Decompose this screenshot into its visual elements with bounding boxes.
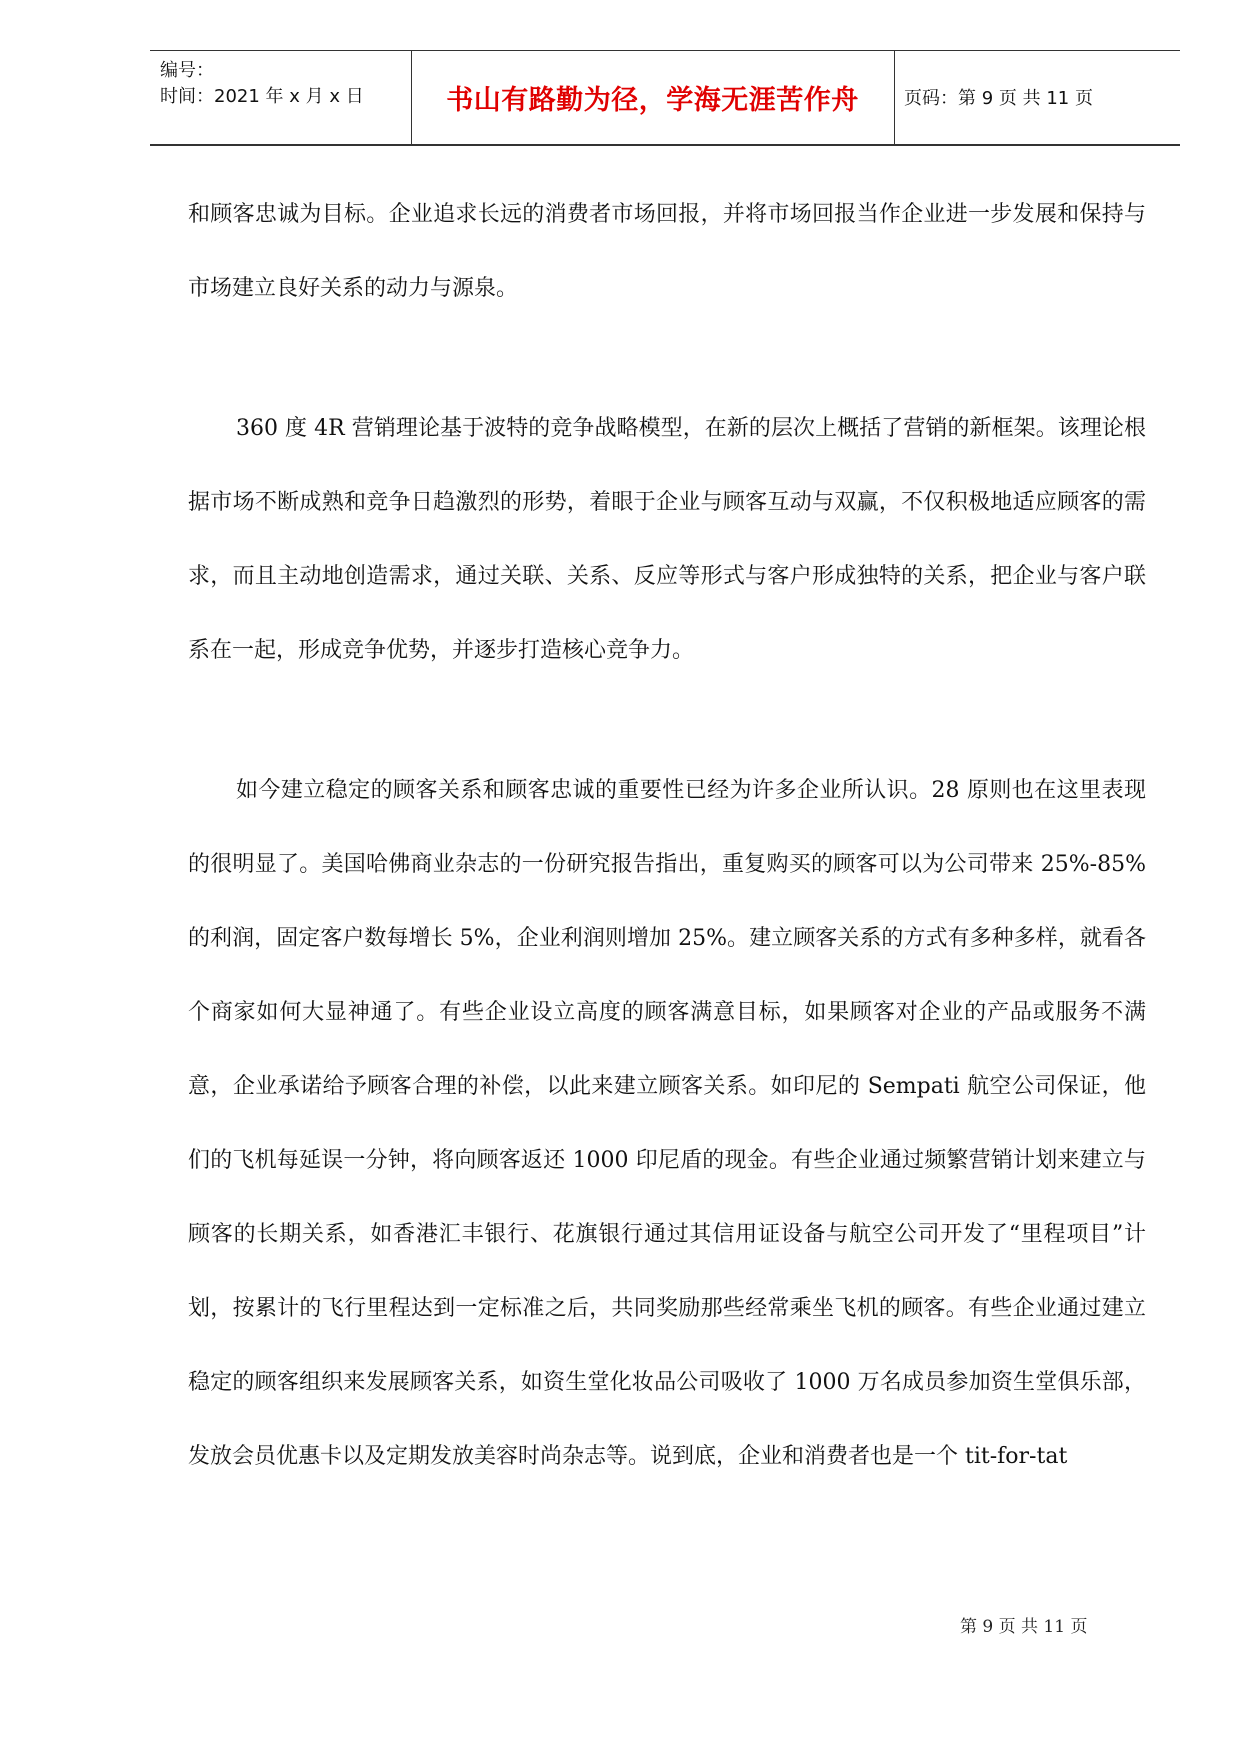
paragraph: 和顾客忠诚为目标。企业追求长远的消费者市场回报，并将市场回报当作企业进一步发展和保持与市场建立良好关系的动力与源泉。 bbox=[188, 202, 1146, 301]
header-meta bbox=[160, 58, 364, 110]
header-motto: 书山有路勤为径，学海无涯苦作舟 bbox=[446, 84, 859, 116]
paragraph: 如今建立稳定的顾客关系和顾客忠诚的重要性已经为许多企业所认识。28 原则也在这里表现的很明显了。美国哈佛商业杂志的一份研究报告指出，重复购买的顾客可以为公司带来 25%-85%的利润，固定客户数每增长 5%，企业利润则增加 25%。建立顾客关系的方式有多种多样，就看各个商家如何大显神通了。有些企业设立高度的顾客满意目标，如果顾客对企业的产品或服务不满意，企业承诺给予顾客合理的补偿，以此来建立顾客关系。如印尼的 Sempati 航空公司保证，他们的飞机每延误一分钟，将向顾客返还 1000 印尼盾的现金。有些企业通过频繁营销计划来建立与顾客的长期关系，如香港汇丰银行、花旗银行通过其信用证设备与航空公司开发了“里程项目”计划，按累计的飞行里程达到一定标准之后，共同奖励那些经常乘坐飞机的顾客。有些企业通过建立稳定的顾客组织来发展顾客关系，如资生堂化妆品公司吸收了 1000 万名成员参加资生堂俱乐部，发放会员优惠卡以及定期发放美容时尚杂志等。说到底，企业和消费者也是一个 tit-for-tat bbox=[188, 778, 1146, 1469]
page-header bbox=[150, 50, 1180, 146]
header-time-label: 时间：2021 年 x 月 x 日 bbox=[160, 86, 364, 107]
header-divider bbox=[894, 50, 895, 145]
header-number-label: 编号： bbox=[160, 60, 214, 81]
document-body bbox=[188, 178, 1146, 1494]
header-page-info: 页码：第 9 页 共 11 页 bbox=[904, 88, 1093, 109]
header-bottom-rule bbox=[150, 144, 1180, 146]
page-footer: 第 9 页 共 11 页 bbox=[960, 1617, 1088, 1637]
paragraph: 360 度 4R 营销理论基于波特的竞争战略模型，在新的层次上概括了营销的新框架。该理论根据市场不断成熟和竞争日趋激烈的形势，着眼于企业与顾客互动与双赢，不仅积极地适应顾客的需求，而且主动地创造需求，通过关联、关系、反应等形式与客户形成独特的关系，把企业与客户联系在一起，形成竞争优势，并逐步打造核心竞争力。 bbox=[188, 416, 1146, 663]
